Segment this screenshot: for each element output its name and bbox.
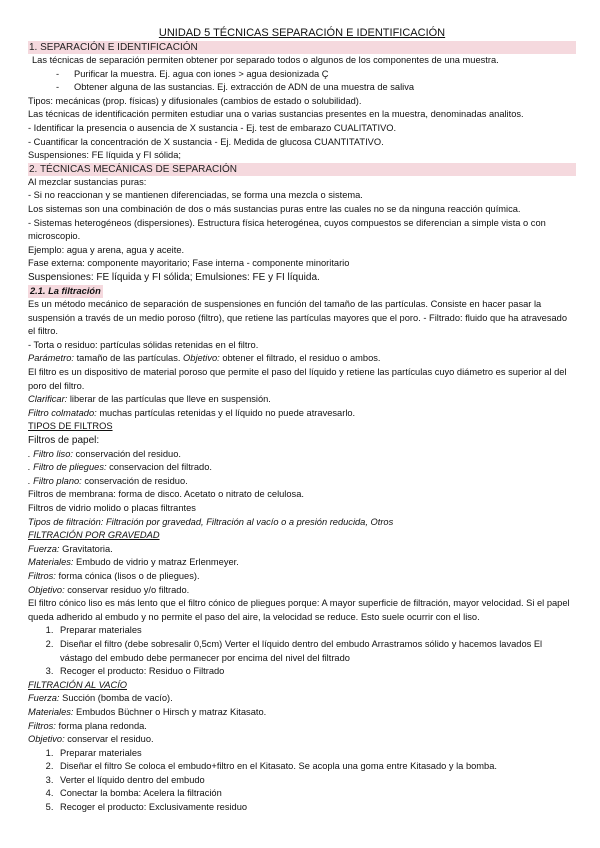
list-item: 2. Diseñar el filtro Se coloca el embudo+filtro en el Kitasato. Se acopla una goma entre Kitasado y la bomba. [56,760,576,774]
label: Objetivo: [28,734,65,745]
list-item: 1. Preparar materiales [56,624,576,638]
s1-ident-a: - Identificar la presencia o ausencia de X sustancia - Ej. test de embarazo CUALITATIVO. [28,122,397,133]
s1-bullets [28,68,576,95]
label: Parámetro: [28,353,74,364]
s2-line: - Sistemas heterogéneos (dispersiones). Estructura física heterogénea, cuyos compuestos se diferencian a simple vista o con microscopio. [28,217,546,242]
section-2-heading: 2. TÉCNICAS MECÁNICAS DE SEPARACIÓN [28,163,576,176]
s2-line: Suspensiones: FE líquida y FI sólida; Emulsiones: FE y FI líquida. [28,271,320,283]
tipos-vidrio: Filtros de vidrio molido o placas filtrantes [28,503,196,513]
s1-susp: Suspensiones: FE líquida y FI sólida; [28,150,181,161]
vac-materiales [28,706,576,720]
tipos-filtracion: Tipos de filtración: Filtración por gravedad, Filtración al vacío o a presión reducida, Otros [28,516,394,527]
value: liberar de las partículas que lleve en suspensión. [67,394,271,405]
grav-objetivo [28,584,576,598]
vac-steps [28,747,576,815]
value: forma cónica (lisos o de pliegues). [55,570,200,581]
list-item: 2. Diseñar el filtro (debe sobresalir 0,5cm) Verter el líquido dentro del embudo Arrastramos sólido y hacemos lavados El vástago del embudo debe permanecer por encima del nivel del filtrado [56,638,576,665]
label: Clarificar: [28,394,68,405]
gravedad-heading: FILTRACIÓN POR GRAVEDAD [28,530,160,541]
section-1-heading: 1. SEPARACIÓN E IDENTIFICACIÓN [28,41,576,54]
label: . Filtro plano: [28,475,82,486]
grav-steps [28,624,576,678]
list-item: - Purificar la muestra. Ej. agua con iones > agua desionizada Ç [58,68,576,82]
document-title: UNIDAD 5 TÉCNICAS SEPARACIÓN E IDENTIFICACIÓN [158,27,446,39]
label: Filtro colmatado: [28,407,97,418]
label: Materiales: [28,706,74,717]
vac-fuerza [28,692,576,706]
tipos-plano [28,475,576,489]
s21-clar [28,393,576,407]
vac-filtros [28,720,576,734]
label: Filtros: [28,720,56,731]
tipos-pliegues [28,461,576,475]
value: muchas partículas retenidas y el líquido no puede atravesarlo. [96,407,356,418]
value: Gravitatoria. [59,543,113,554]
grav-p1: El filtro cónico liso es más lento que el filtro cónico de pliegues porque: A mayor superficie de filtración, mayor velocidad. Si el papel queda adherido al embudo y no permite el paso del aire, la velocidad se reduce. Esto suele ocurrir con el liso. [28,598,570,622]
s2-line: - Si no reaccionan y se mantienen diferenciadas, se forma una mezcla o sistema. [28,190,363,201]
s1-intro: Las técnicas de separación permiten obtener por separado todos o algunos de los componentes de una muestra. [32,55,499,65]
value: conservacion del filtrado. [106,462,212,473]
section-2-1-heading: 2.1. La filtración [28,285,103,299]
list-item: 3. Verter el líquido dentro del embudo [56,774,576,788]
grav-filtros [28,570,576,584]
s1-ident: Las técnicas de identificación permiten estudiar una o varias sustancias presentes en la muestra, denominadas analitos. [28,109,524,120]
s2-line: Ejemplo: agua y arena, agua y aceite. [28,244,185,255]
list-item: 1. Preparar materiales [56,747,576,761]
label: Fuerza: [28,693,60,704]
label: Objetivo: [28,584,65,595]
value: conservación de residuo. [81,475,188,486]
label: Objetivo: [183,353,220,364]
s2-line: Al mezclar sustancias puras: [28,176,147,187]
label: Materiales: [28,557,74,568]
s21-p2: - Torta o residuo: partículas sólidas retenidas en el filtro. [28,339,259,350]
s21-colm [28,407,576,421]
s1-tipos: Tipos: mecánicas (prop. físicas) y difusionales (cambios de estado o solubilidad). [28,95,362,106]
grav-materiales [28,556,576,570]
vacio-heading: FILTRACIÓN AL VACÍO [28,679,128,690]
tipos-heading: TIPOS DE FILTROS [28,421,113,432]
value: forma plana redonda. [55,720,147,731]
list-item: 5. Recoger el producto: Exclusivamente residuo [56,801,576,815]
label: Fuerza: [28,543,60,554]
s2-line: Los sistemas son una combinación de dos o más sustancias puras entre las cuales no se da ninguna reacción química. [28,203,521,214]
value: Embudos Büchner o Hirsch y matraz Kitasato. [73,706,267,717]
tipos-liso [28,448,576,462]
list-item: - Obtener alguna de las sustancias. Ej. extracción de ADN de una muestra de saliva [58,81,576,95]
grav-fuerza [28,543,576,557]
s21-p3: El filtro es un dispositivo de material poroso que permite el paso del líquido y retiene las partículas cuyo diámetro es superior al del poro del filtro. [28,367,567,391]
vac-objetivo [28,733,576,747]
value: tamaño de las partículas. [74,353,184,364]
s1-ident-b: - Cuantificar la concentración de X sustancia - Ej. Medida de glucosa CUANTITATIVO. [28,136,384,147]
label: . Filtro de pliegues: [28,462,107,473]
s21-param [28,352,576,366]
tipos-membrana: Filtros de membrana: forma de disco. Acetato o nitrato de celulosa. [28,489,304,500]
s21-p1: Es un método mecánico de separación de suspensiones en función del tamaño de las partículas. Consiste en hacer pasar la suspensión a través de un medio poroso (filtro), que retiene las partículas mayores que el poro. - Filtrado: fluido que ha atravesado el filtro. [28,299,568,337]
document-page [28,26,576,815]
tipos-papel: Filtros de papel: [28,435,100,447]
list-item: 4. Conectar la bomba: Acelera la filtración [56,787,576,801]
value: conservar residuo y/o filtrado. [64,584,190,595]
value: obtener el filtrado, el residuo o ambos. [219,353,381,364]
s2-line: Fase externa: componente mayoritario; Fase interna - componente minoritario [28,258,350,269]
list-item: 3. Recoger el producto: Residuo o Filtrado [56,665,576,679]
value: Succión (bomba de vacío). [59,693,173,704]
value: conservar el residuo. [64,734,154,745]
label: . Filtro liso: [28,448,73,459]
label: Filtros: [28,570,56,581]
value: conservación del residuo. [72,448,181,459]
value: Embudo de vidrio y matraz Erlenmeyer. [73,557,239,568]
